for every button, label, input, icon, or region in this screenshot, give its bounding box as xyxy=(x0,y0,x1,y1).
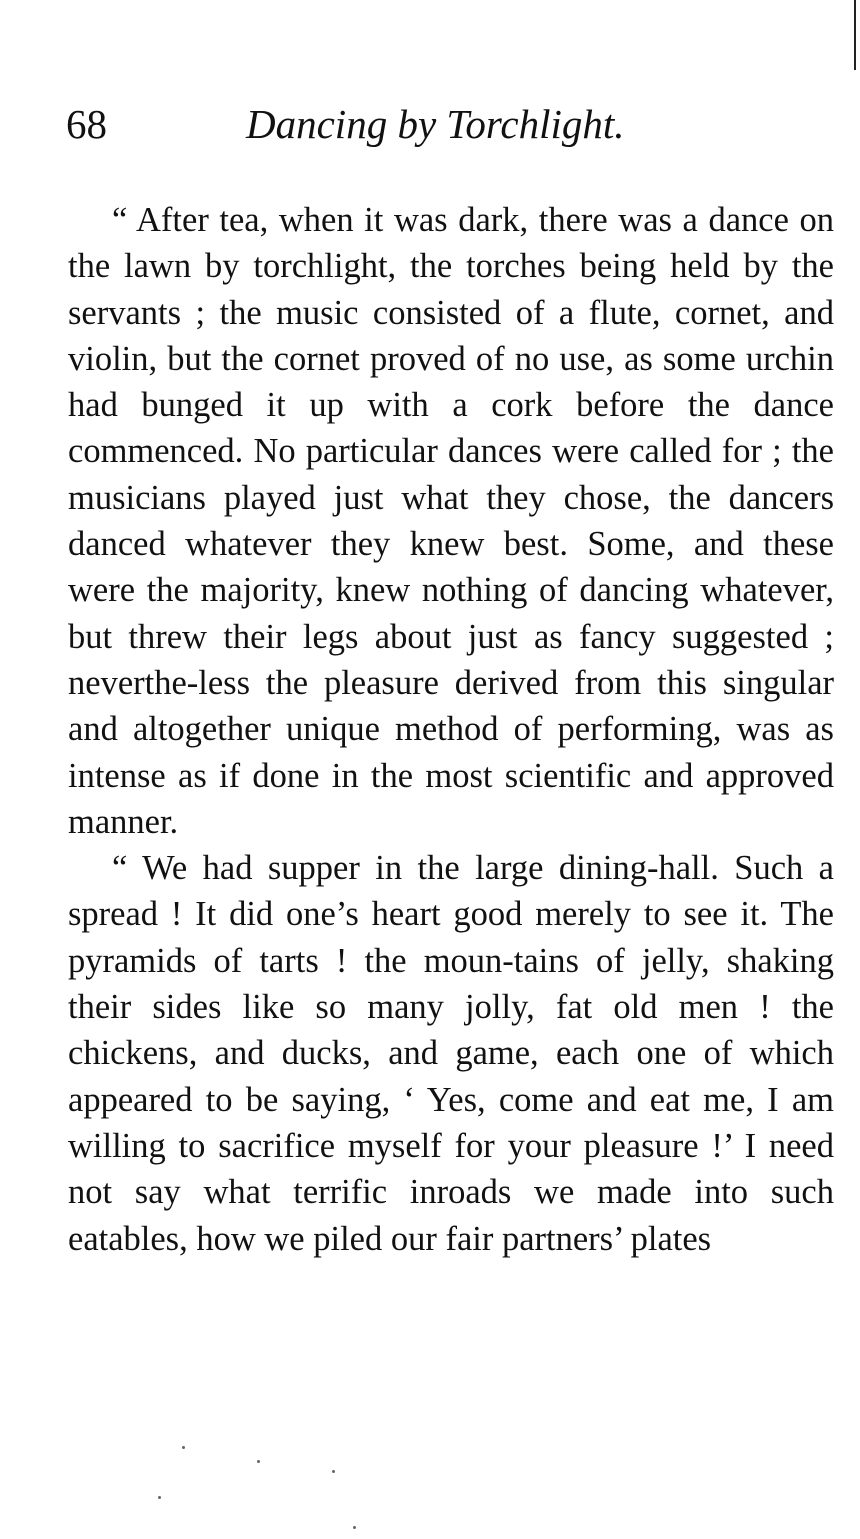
page-header xyxy=(66,100,786,160)
page-edge-line xyxy=(854,0,856,70)
paragraph-torchlight-dance: “ After tea, when it was dark, there was a dance on the lawn by torchlight, the torches being held by the servants ; the music consisted of a flute, cornet, and violin, but the cornet proved of no use, as some urchin had bunged it up with a cork before the dance commenced. No particular dances were called for ; the musicians played just what they chose, the dancers danced whatever they knew best. Some, and these were the majority, knew nothing of dancing whatever, but threw their legs about just as fancy suggested ; neverthe-less the pleasure derived from this singular and altogether unique method of performing, was as intense as if done in the most scientific and approved manner. xyxy=(68,201,834,841)
speck xyxy=(158,1496,161,1499)
body-text xyxy=(68,197,834,1262)
speck xyxy=(257,1460,260,1463)
speck xyxy=(332,1470,335,1473)
page-number: 68 xyxy=(66,101,107,147)
speck xyxy=(182,1446,185,1449)
running-title: Dancing by Torchlight. xyxy=(246,101,625,147)
paragraph-supper: “ We had supper in the large dining-hall. Such a spread ! It did one’s heart good merely to see it. The pyramids of tarts ! the moun-tains of jelly, shaking their sides like so many jolly, fat old men ! the chickens, and ducks, and game, each one of which appeared to be saying, ‘ Yes, come and eat me, I am willing to sacrifice myself for your pleasure !’ I need not say what terrific inroads we made into such eatables, how we piled our fair partners’ plates xyxy=(68,849,834,1258)
speck xyxy=(353,1526,356,1529)
